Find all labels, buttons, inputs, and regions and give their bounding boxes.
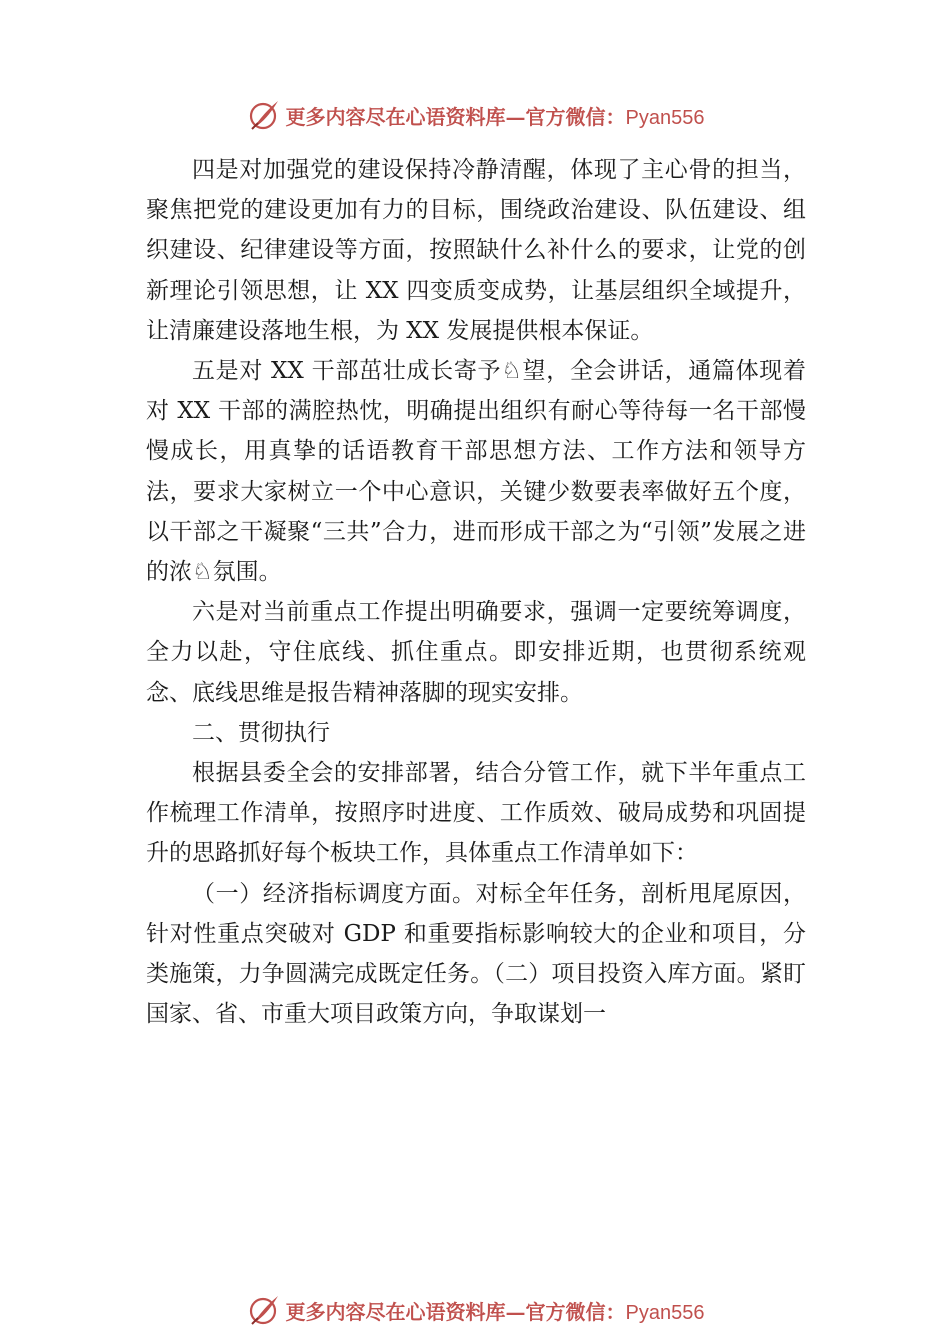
paragraph-3: 六是对当前重点工作提出明确要求，强调一定要统筹调度，全力以赴，守住底线、抓住重点。即安排近期，也贯彻系统观念、底线思维是报告精神落脚的现实安排。: [146, 599, 806, 706]
quill-circle-icon: [246, 1292, 282, 1328]
header-watermark: [0, 95, 950, 135]
footer-watermark: [0, 1290, 950, 1330]
section-heading: 二、贯彻执行: [192, 719, 330, 746]
paragraph-5: （一）经济指标调度方面。对标全年任务，剖析甩尾原因，针对性重点突破对 GDP 和重要指标影响较大的企业和项目，分类施策，力争圆满完成既定任务。（二）项目投资入库方面。紧盯国家、省、市重大项目政策方向，争取谋划一: [146, 880, 806, 1028]
watermark-text: 更多内容尽在心语资料库—官方微信：Pyan556: [285, 104, 705, 129]
watermark-text: 更多内容尽在心语资料库—官方微信：Pyan556: [285, 1299, 705, 1324]
document-body: [146, 150, 806, 1034]
paragraph-4: 根据县委全会的安排部署，结合分管工作，就下半年重点工作梳理工作清单，按照序时进度、工作质效、破局成势和巩固提升的思路抓好每个板块工作，具体重点工作清单如下：: [146, 760, 806, 867]
quill-circle-icon: [246, 97, 282, 133]
paragraph-1: 四是对加强党的建设保持冷静清醒，体现了主心骨的担当，聚焦把党的建设更加有力的目标，围绕政治建设、队伍建设、组织建设、纪律建设等方面，按照缺什么补什么的要求，让党的创新理论引领思想，让 XX 四变质变成势，让基层组织全域提升，让清廉建设落地生根，为 XX 发展提供根本保证。: [146, 157, 806, 344]
paragraph-2: 五是对 XX 干部茁壮成长寄予♘望，全会讲话，通篇体现着对 XX 干部的满腔热忱，明确提出组织有耐心等待每一名干部慢慢成长，用真挚的话语教育干部思想方法、工作方法和领导方法，要求大家树立一个中心意识，关键少数要表率做好五个度，以干部之干凝聚“三共”合力，进而形成干部之为“引领”发展之进的浓♘氛围。: [146, 358, 806, 586]
